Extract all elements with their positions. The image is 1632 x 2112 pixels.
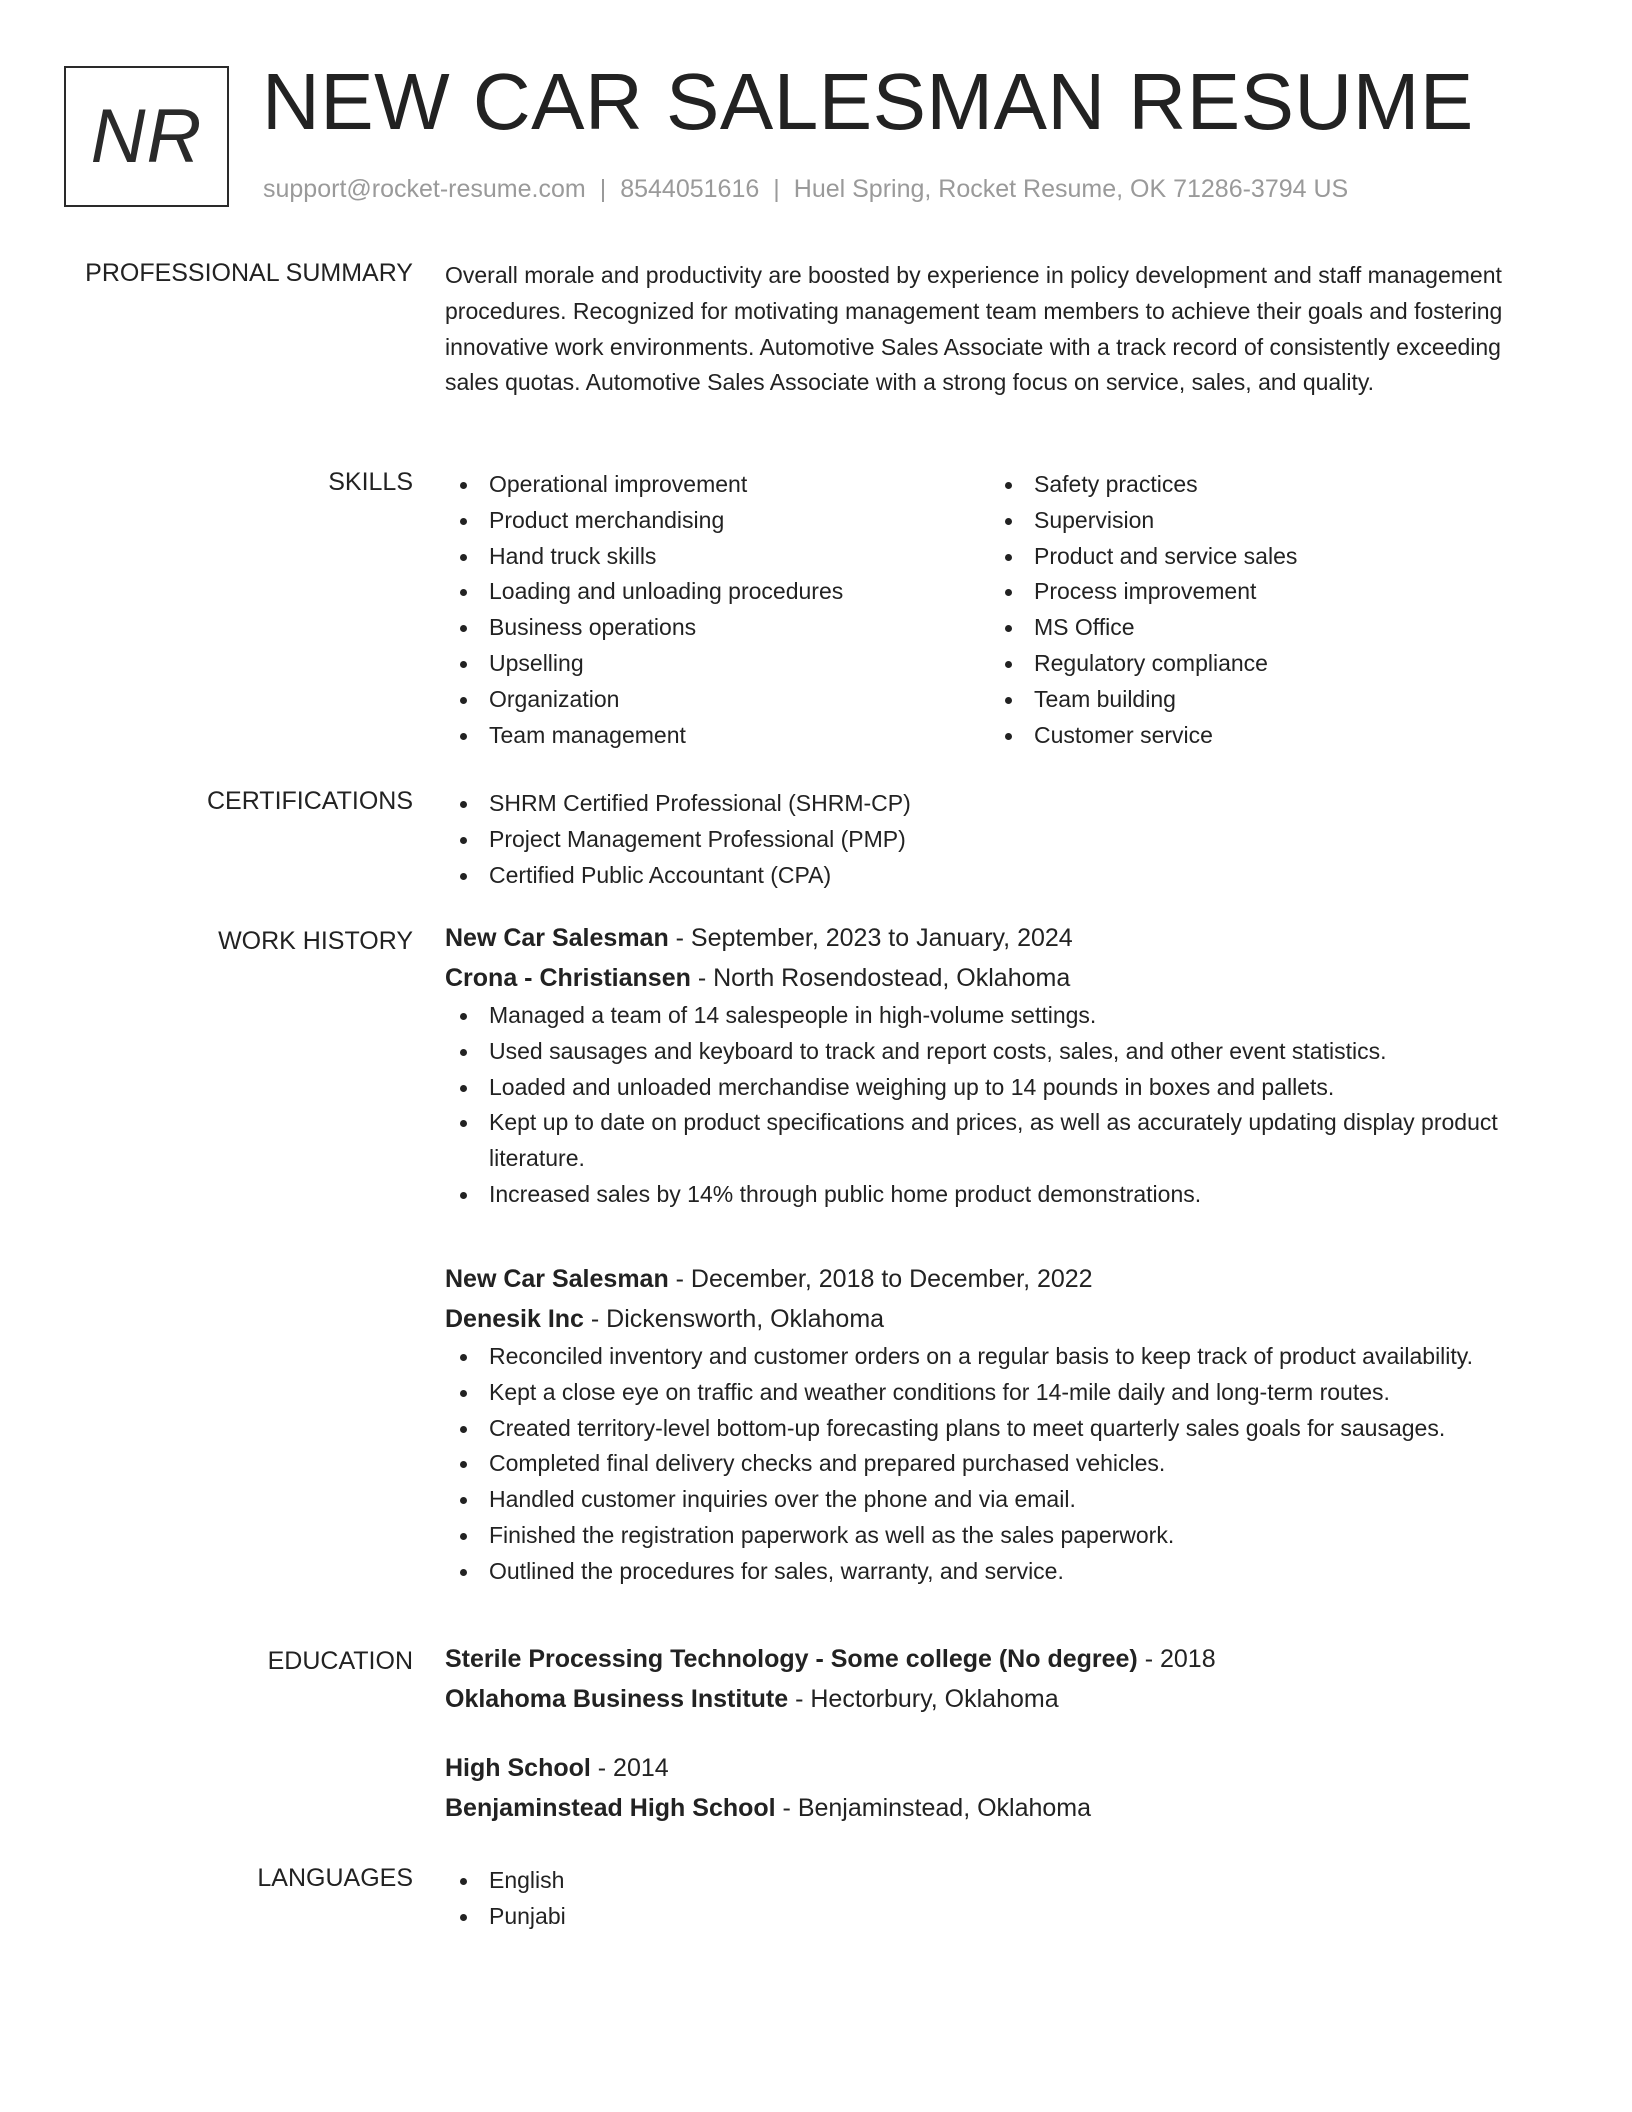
skill-item: Hand truck skills: [445, 539, 990, 575]
skill-item: Organization: [445, 682, 990, 718]
school-location: - Hectorbury, Oklahoma: [788, 1685, 1059, 1713]
skill-item: Business operations: [445, 610, 990, 646]
job-company-line: [445, 958, 1560, 998]
job-bullet: Reconciled inventory and customer orders on a regular basis to keep track of product availability.: [445, 1339, 1560, 1375]
skill-item: Product and service sales: [990, 539, 1535, 575]
job-bullet: Loaded and unloaded merchandise weighing up to 14 pounds in boxes and pallets.: [445, 1070, 1560, 1106]
job-bullet: Finished the registration paperwork as well as the sales paperwork.: [445, 1518, 1560, 1554]
certification-item: SHRM Certified Professional (SHRM-CP): [445, 786, 1560, 822]
job-location: - Dickensworth, Oklahoma: [583, 1305, 885, 1333]
job-bullet: Increased sales by 14% through public home product demonstrations.: [445, 1177, 1560, 1213]
job-bullet: Managed a team of 14 salespeople in high-volume settings.: [445, 998, 1560, 1034]
resume-title: NEW CAR SALESMAN RESUME: [262, 57, 1474, 146]
job-title: New Car Salesman: [445, 1265, 669, 1293]
skill-item: Supervision: [990, 503, 1535, 539]
job-bullet: Kept a close eye on traffic and weather conditions for 14-mile daily and long-term routes.: [445, 1375, 1560, 1411]
school-location: - Benjaminstead, Oklahoma: [775, 1794, 1092, 1822]
degree-name: High School: [445, 1754, 591, 1782]
contact-address: Huel Spring, Rocket Resume, OK 71286-3794 US: [793, 175, 1349, 203]
job-company: Denesik Inc: [445, 1305, 584, 1333]
work-history-heading: WORK HISTORY: [218, 927, 413, 955]
job-bullet: Created territory-level bottom-up forecasting plans to meet quarterly sales goals for sausages.: [445, 1411, 1560, 1447]
school-name: Benjaminstead High School: [445, 1794, 776, 1822]
degree-line: [445, 1639, 1560, 1679]
education-entry: [445, 1639, 1560, 1719]
job-bullets: [445, 998, 1560, 1213]
skills-list-right: [990, 467, 1535, 753]
contact-phone: 8544051616: [620, 175, 760, 203]
degree-year: - 2014: [590, 1754, 669, 1782]
skill-item: Upselling: [445, 646, 990, 682]
job-location: - North Rosendostead, Oklahoma: [690, 964, 1071, 992]
skills-heading: SKILLS: [328, 468, 413, 496]
school-name: Oklahoma Business Institute: [445, 1685, 789, 1713]
contact-separator: |: [773, 175, 780, 203]
skill-item: Process improvement: [990, 574, 1535, 610]
degree-year: - 2018: [1137, 1645, 1216, 1673]
job-bullet: Kept up to date on product specifications and prices, as well as accurately updating display product literature.: [445, 1105, 1560, 1177]
skill-item: Customer service: [990, 718, 1535, 754]
skill-item: Team management: [445, 718, 990, 754]
job-dates: - September, 2023 to January, 2024: [668, 924, 1073, 952]
initials-monogram: NR: [64, 66, 229, 207]
skill-item: Safety practices: [990, 467, 1535, 503]
language-item: Punjabi: [445, 1899, 1560, 1935]
degree-name: Sterile Processing Technology - Some college (No degree): [445, 1645, 1138, 1673]
summary-text: Overall morale and productivity are boosted by experience in policy development and staff management procedures. Recognized for motivating management team members to achieve their goals and fostering innovative work environments. Automotive Sales Associate with a track record of consistently exceeding sales quotas. Automotive Sales Associate with a strong focus on service, sales, and quality.: [445, 262, 1503, 396]
job-entry: [445, 918, 1560, 1213]
job-title: New Car Salesman: [445, 924, 669, 952]
skills-list-left: [445, 467, 990, 753]
job-company: Crona - Christiansen: [445, 964, 691, 992]
skill-item: Product merchandising: [445, 503, 990, 539]
skill-item: Loading and unloading procedures: [445, 574, 990, 610]
job-entry: [445, 1259, 1560, 1590]
job-bullets: [445, 1339, 1560, 1590]
job-title-line: [445, 1259, 1560, 1299]
skill-item: Operational improvement: [445, 467, 990, 503]
job-dates: - December, 2018 to December, 2022: [668, 1265, 1093, 1293]
languages-list: [445, 1863, 1560, 1935]
contact-separator: |: [599, 175, 607, 203]
skill-item: Regulatory compliance: [990, 646, 1535, 682]
job-bullet: Completed final delivery checks and prepared purchased vehicles.: [445, 1446, 1560, 1482]
languages-heading: LANGUAGES: [257, 1864, 413, 1892]
certifications-list: [445, 786, 1560, 893]
certification-item: Certified Public Accountant (CPA): [445, 858, 1560, 894]
job-bullet: Outlined the procedures for sales, warranty, and service.: [445, 1554, 1560, 1590]
certifications-heading: CERTIFICATIONS: [206, 787, 413, 815]
job-company-line: [445, 1299, 1560, 1339]
job-title-line: [445, 918, 1560, 958]
skill-item: Team building: [990, 682, 1535, 718]
school-line: [445, 1679, 1560, 1719]
job-bullet: Used sausages and keyboard to track and report costs, sales, and other event statistics.: [445, 1034, 1560, 1070]
certification-item: Project Management Professional (PMP): [445, 822, 1560, 858]
contact-line: [263, 174, 1348, 204]
school-line: [445, 1788, 1560, 1828]
education-entry: [445, 1748, 1560, 1828]
language-item: English: [445, 1863, 1560, 1899]
summary-heading: PROFESSIONAL SUMMARY: [85, 259, 413, 287]
job-bullet: Handled customer inquiries over the phone and via email.: [445, 1482, 1560, 1518]
skill-item: MS Office: [990, 610, 1535, 646]
degree-line: [445, 1748, 1560, 1788]
education-heading: EDUCATION: [267, 1647, 413, 1675]
contact-email: support@rocket-resume.com: [263, 175, 586, 203]
